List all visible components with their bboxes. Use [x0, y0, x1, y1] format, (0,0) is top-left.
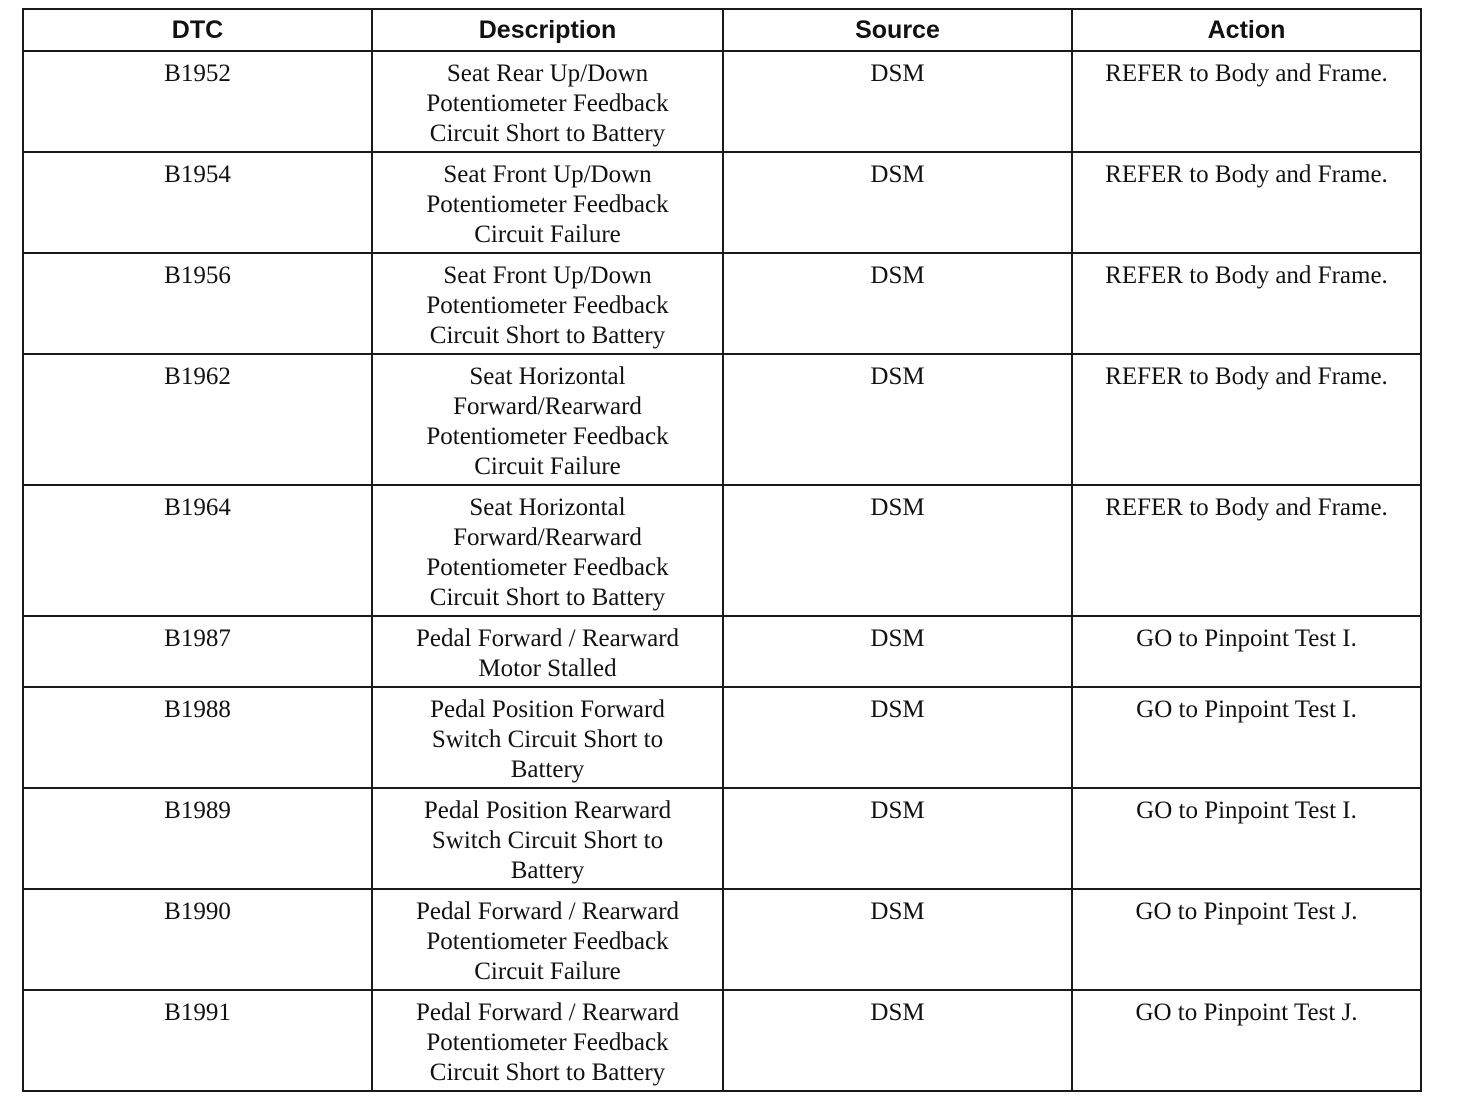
source-cell: DSM — [723, 687, 1072, 788]
table-row — [23, 354, 1421, 485]
source-cell: DSM — [723, 485, 1072, 616]
description-cell — [372, 616, 723, 687]
description-line: Motor Stalled — [478, 655, 617, 682]
action-cell: GO to Pinpoint Test J. — [1072, 889, 1421, 990]
description-line: Potentiometer Feedback — [426, 1029, 669, 1056]
table-row — [23, 51, 1421, 152]
source-cell: DSM — [723, 253, 1072, 354]
description-line: Pedal Position Rearward — [423, 797, 672, 824]
description-line: Potentiometer Feedback — [426, 292, 669, 319]
dtc-cell: B1964 — [23, 485, 372, 616]
dtc-cell: B1990 — [23, 889, 372, 990]
table-row — [23, 152, 1421, 253]
dtc-cell: B1952 — [23, 51, 372, 152]
description-line: Potentiometer Feedback — [426, 423, 669, 450]
dtc-cell: B1956 — [23, 253, 372, 354]
action-cell: REFER to Body and Frame. — [1072, 485, 1421, 616]
table-row — [23, 889, 1421, 990]
source-cell: DSM — [723, 889, 1072, 990]
description-line: Circuit Short to Battery — [429, 584, 666, 611]
action-cell: GO to Pinpoint Test I. — [1072, 687, 1421, 788]
header-action: Action — [1072, 9, 1421, 51]
action-cell: REFER to Body and Frame. — [1072, 253, 1421, 354]
table-body — [23, 51, 1421, 1091]
action-cell: GO to Pinpoint Test I. — [1072, 788, 1421, 889]
header-source: Source — [723, 9, 1072, 51]
description-line: Pedal Forward / Rearward — [415, 999, 680, 1026]
source-cell: DSM — [723, 990, 1072, 1091]
table-row — [23, 687, 1421, 788]
source-cell: DSM — [723, 616, 1072, 687]
action-cell: GO to Pinpoint Test I. — [1072, 616, 1421, 687]
description-line: Seat Horizontal — [469, 363, 626, 390]
description-line: Forward/Rearward — [453, 393, 642, 420]
description-cell — [372, 788, 723, 889]
description-line: Potentiometer Feedback — [426, 191, 669, 218]
description-line: Seat Front Up/Down — [443, 161, 652, 188]
description-line: Circuit Short to Battery — [429, 1059, 666, 1086]
dtc-cell: B1991 — [23, 990, 372, 1091]
description-line: Potentiometer Feedback — [426, 928, 669, 955]
header-description: Description — [372, 9, 723, 51]
description-cell — [372, 485, 723, 616]
description-line: Pedal Forward / Rearward — [415, 625, 680, 652]
description-line: Battery — [510, 756, 585, 783]
table-row — [23, 990, 1421, 1091]
dtc-cell: B1962 — [23, 354, 372, 485]
source-cell: DSM — [723, 354, 1072, 485]
description-line: Switch Circuit Short to — [431, 827, 664, 854]
dtc-cell: B1987 — [23, 616, 372, 687]
description-cell — [372, 253, 723, 354]
table-row — [23, 253, 1421, 354]
description-line: Circuit Failure — [474, 958, 621, 985]
header-dtc: DTC — [23, 9, 372, 51]
action-cell: REFER to Body and Frame. — [1072, 354, 1421, 485]
description-line: Circuit Short to Battery — [429, 322, 666, 349]
table-row — [23, 616, 1421, 687]
header-row — [23, 9, 1421, 51]
action-cell: GO to Pinpoint Test J. — [1072, 990, 1421, 1091]
description-line: Potentiometer Feedback — [426, 90, 669, 117]
description-line: Seat Horizontal — [469, 494, 626, 521]
action-cell: REFER to Body and Frame. — [1072, 51, 1421, 152]
dtc-cell: B1989 — [23, 788, 372, 889]
description-cell — [372, 152, 723, 253]
source-cell: DSM — [723, 51, 1072, 152]
description-line: Pedal Forward / Rearward — [415, 898, 680, 925]
description-line: Seat Front Up/Down — [443, 262, 652, 289]
dtc-table — [22, 8, 1422, 1092]
table-row — [23, 485, 1421, 616]
description-cell — [372, 687, 723, 788]
description-line: Switch Circuit Short to — [431, 726, 664, 753]
dtc-cell: B1954 — [23, 152, 372, 253]
description-line: Seat Rear Up/Down — [446, 60, 649, 87]
description-line: Circuit Failure — [474, 221, 621, 248]
source-cell: DSM — [723, 788, 1072, 889]
source-cell: DSM — [723, 152, 1072, 253]
description-line: Circuit Failure — [474, 453, 621, 480]
dtc-cell: B1988 — [23, 687, 372, 788]
description-cell — [372, 990, 723, 1091]
description-line: Potentiometer Feedback — [426, 554, 669, 581]
description-line: Circuit Short to Battery — [429, 120, 666, 147]
action-cell: REFER to Body and Frame. — [1072, 152, 1421, 253]
description-cell — [372, 354, 723, 485]
description-cell — [372, 889, 723, 990]
table-row — [23, 788, 1421, 889]
table-header — [23, 9, 1421, 51]
description-line: Pedal Position Forward — [430, 696, 665, 723]
description-line: Battery — [510, 857, 585, 884]
description-line: Forward/Rearward — [453, 524, 642, 551]
description-cell — [372, 51, 723, 152]
